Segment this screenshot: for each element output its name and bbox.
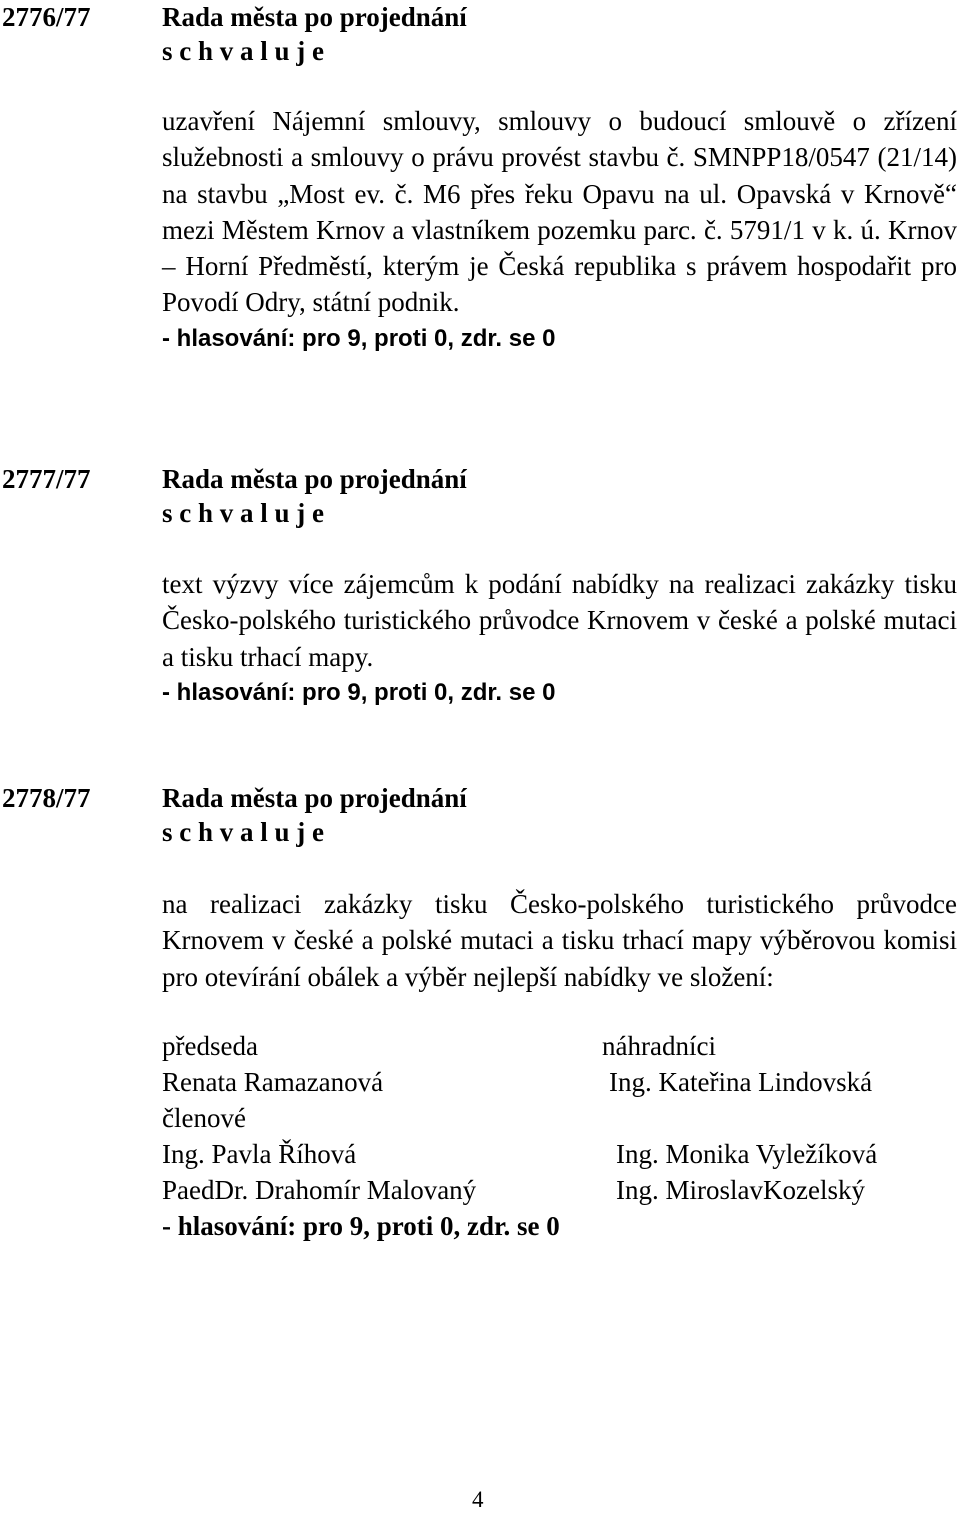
- resolution-verb: s c h v a l u j e: [162, 498, 324, 528]
- vote-result: - hlasování: pro 9, proti 0, zdr. se 0: [162, 1211, 560, 1241]
- resolution-header: Rada města po projednání: [162, 464, 467, 494]
- member-name: PaedDr. Drahomír Malovaný: [162, 1175, 477, 1205]
- resolution-body: [162, 103, 957, 357]
- page-number: 4: [472, 1487, 484, 1512]
- resolution-body: [162, 886, 957, 995]
- resolution-header: Rada města po projednání: [162, 783, 467, 813]
- resolution-verb: s c h v a l u j e: [162, 817, 324, 847]
- member-name: Ing. Pavla Říhová: [162, 1139, 357, 1169]
- resolution-body: [162, 566, 957, 711]
- resolution-text: text výzvy více zájemcům k podání nabídky na realizaci zakázky tisku Česko-polského turistického průvodce Krnovem v české a polské mutaci a tisku trhací mapy.: [162, 569, 957, 672]
- chair-label: předseda: [162, 1031, 258, 1061]
- resolution-number: 2776/77: [2, 2, 91, 32]
- resolution-text: na realizaci zakázky tisku Česko-polského turistického průvodce Krnovem v české a polské mutaci a tisku trhací mapy výběrovou komisi pro otevírání obálek a výběr nejlepší nabídky ve složení:: [162, 889, 957, 992]
- resolution-verb: s c h v a l u j e: [162, 36, 324, 66]
- resolution-number: 2778/77: [2, 783, 91, 813]
- resolution-text: uzavření Nájemní smlouvy, smlouvy o budoucí smlouvě o zřízení služebnosti a smlouvy o právu provést stavbu č. SMNPP18/0547 (21/14) na stavbu „Most ev. č. M6 přes řeku Opavu na ul. Opavská v Krnově“ mezi Městem Krnov a vlastníkem pozemku parc. č. 5791/1 v k. ú. Krnov – Horní Předměstí, kterým je Česká republika s právem hospodařit pro Povodí Odry, státní podnik.: [162, 106, 957, 318]
- vote-result: - hlasování: pro 9, proti 0, zdr. se 0: [162, 678, 556, 706]
- member-substitute: Ing. Monika Vyležíková: [616, 1139, 878, 1169]
- substitutes-label: náhradníci: [602, 1031, 716, 1061]
- resolution-header: Rada města po projednání: [162, 2, 467, 32]
- vote-result: - hlasování: pro 9, proti 0, zdr. se 0: [162, 324, 556, 352]
- chair-substitute: Ing. Kateřina Lindovská: [609, 1067, 873, 1097]
- member-substitute: Ing. MiroslavKozelský: [616, 1175, 865, 1205]
- members-label: členové: [162, 1103, 246, 1133]
- chair-name: Renata Ramazanová: [162, 1067, 384, 1097]
- resolution-number: 2777/77: [2, 464, 91, 494]
